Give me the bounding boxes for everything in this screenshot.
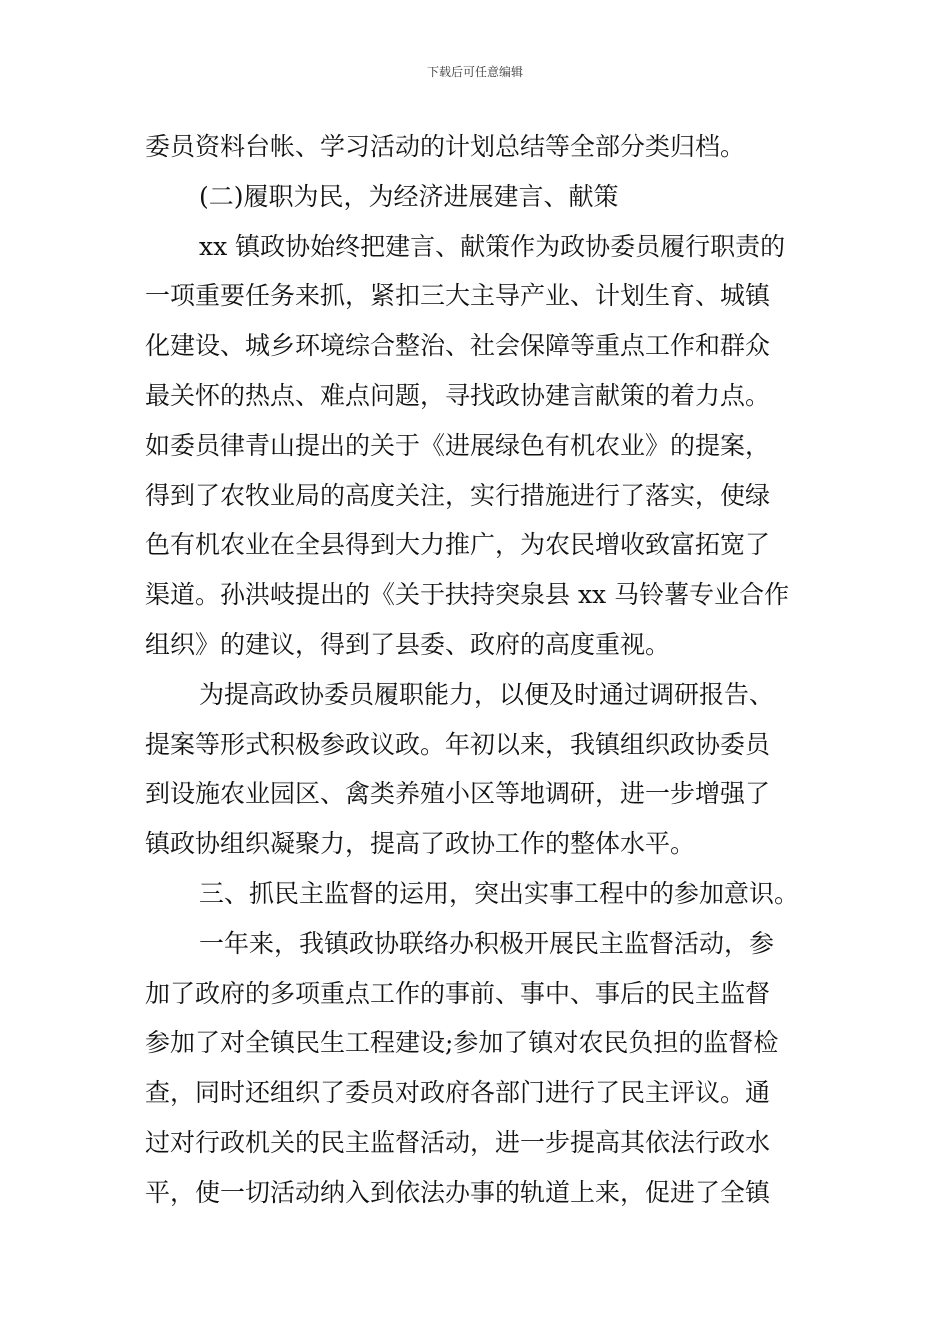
text-line: 最关怀的热点、难点问题，寻找政协建言献策的着力点。 — [145, 380, 771, 410]
text-line: xx 镇政协始终把建言、献策作为政协委员履行职责的 — [199, 231, 786, 261]
text-line: 一项重要任务来抓，紧扣三大主导产业、计划生育、城镇 — [145, 281, 771, 311]
text-line: 参加了对全镇民生工程建设;参加了镇对农民负担的监督检 — [145, 1028, 779, 1058]
text-line: 一年来，我镇政协联络办积极开展民主监督活动，参 — [199, 928, 775, 958]
text-line: 得到了农牧业局的高度关注，实行措施进行了落实，使绿 — [145, 480, 771, 510]
page-header-note: 下载后可任意编辑 — [426, 65, 523, 79]
text-line: 为提高政协委员履职能力，以便及时通过调研报告、 — [199, 679, 775, 709]
document-body — [145, 122, 805, 1218]
text-line: 三、抓民主监督的运用，突出实事工程中的参加意识。 — [199, 878, 800, 908]
text-line: 加了政府的多项重点工作的事前、事中、事后的民主监督 — [145, 978, 771, 1008]
text-line: 组织》的建议，得到了县委、政府的高度重视。 — [145, 629, 671, 659]
text-line: 镇政协组织凝聚力，提高了政协工作的整体水平。 — [145, 829, 696, 859]
text-line: 查，同时还组织了委员对政府各部门进行了民主评议。通 — [145, 1078, 771, 1108]
text-line: 提案等形式积极参政议政。年初以来，我镇组织政协委员 — [145, 729, 771, 759]
text-line: 如委员律青山提出的关于《进展绿色有机农业》的提案， — [145, 430, 771, 460]
text-line: 过对行政机关的民主监督活动，进一步提高其依法行政水 — [145, 1127, 771, 1157]
text-line: 渠道。孙洪岐提出的《关于扶持突泉县 xx 马铃薯专业合作 — [145, 580, 790, 610]
text-line: 委员资料台帐、学习活动的计划总结等全部分类归档。 — [145, 132, 746, 161]
text-line: 色有机农业在全县得到大力推广，为农民增收致富拓宽了 — [145, 530, 771, 560]
text-line: 平，使一切活动纳入到依法办事的轨道上来，促进了全镇 — [145, 1177, 771, 1207]
text-line: 化建设、城乡环境综合整治、社会保障等重点工作和群众 — [145, 331, 771, 361]
text-line: 到设施农业园区、禽类养殖小区等地调研，进一步增强了 — [145, 779, 771, 809]
text-line: (二)履职为民，为经济进展建言、献策 — [199, 181, 619, 211]
